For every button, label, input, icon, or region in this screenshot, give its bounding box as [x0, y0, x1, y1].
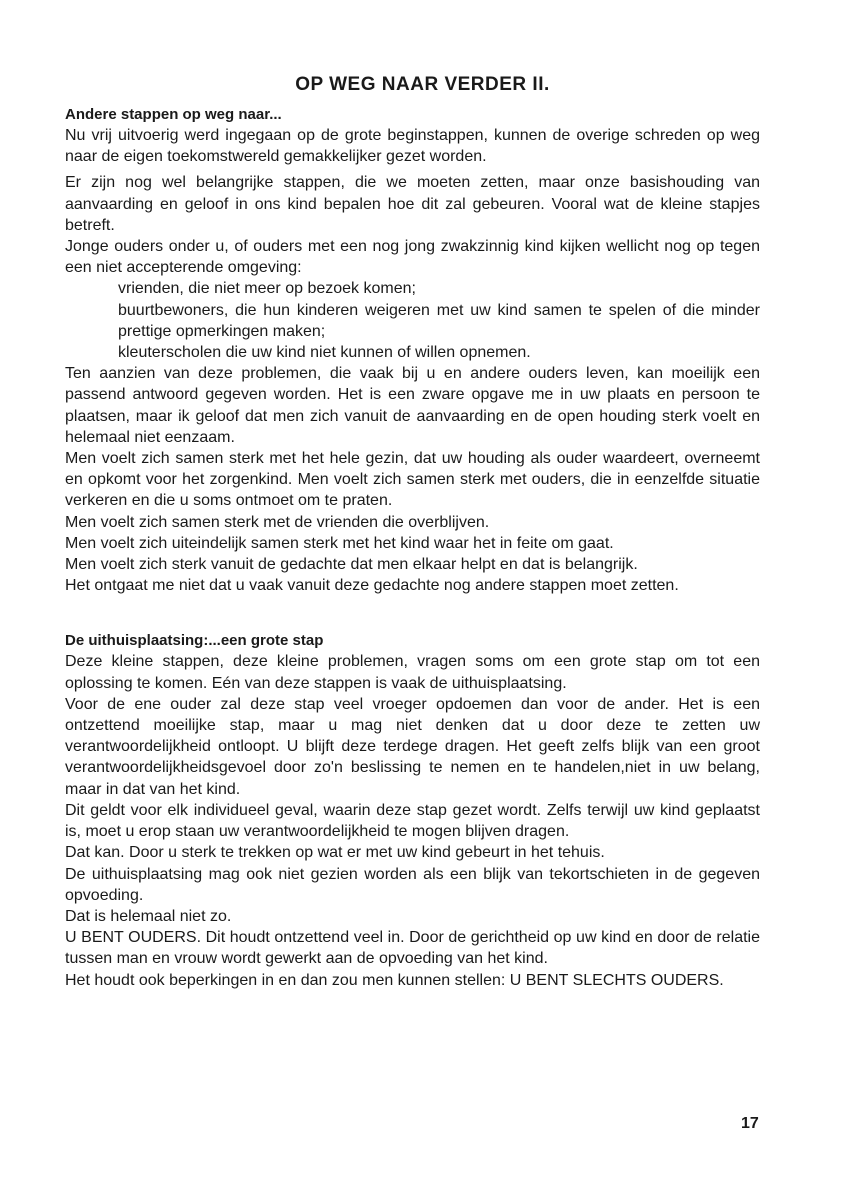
paragraph: Men voelt zich uiteindelijk samen sterk met het kind waar het in feite om gaat.: [65, 534, 614, 552]
page-title: OP WEG NAAR VERDER II.: [295, 74, 550, 95]
list-item: buurtbewoners, die hun kinderen weigeren met uw kind samen te spelen of die minder prettige opmerkingen maken;: [118, 301, 760, 340]
paragraph: U BENT OUDERS. Dit houdt ontzettend veel in. Door de gerichtheid op uw kind en door de relatie tussen man en vrouw wordt gewerkt aan de opvoeding van het kind.: [65, 929, 760, 968]
list-item: vrienden, die niet meer op bezoek komen;: [118, 280, 416, 298]
paragraph: Het ontgaat me niet dat u vaak vanuit deze gedachte nog andere stappen moet zetten.: [65, 577, 679, 595]
paragraph: Dat kan. Door u sterk te trekken op wat er met uw kind gebeurt in het tehuis.: [65, 844, 605, 862]
section-andere-stappen: [65, 104, 760, 596]
paragraph: Men voelt zich samen sterk met de vrienden die overblijven.: [65, 513, 490, 531]
section-heading: De uithuisplaatsing:...een grote stap: [65, 632, 324, 650]
paragraph: Dat is helemaal niet zo.: [65, 907, 232, 925]
paragraph: Het houdt ook beperkingen in en dan zou men kunnen stellen: U BENT SLECHTS OUDERS.: [65, 971, 724, 989]
paragraph: Voor de ene ouder zal deze stap veel vroeger opdoemen dan voor de ander. Het is een ontzettend moeilijke stap, maar u mag niet denken dat u door deze te zetten uw verantwoordelijkheid ontloopt. U blijft deze terdege dragen. Het geeft zelfs blijk van een groot verantwoordelijkheidsgevoel door zo'n beslissing te nemen en te handelen,niet in uw belang, maar in dat van het kind.: [65, 695, 760, 798]
paragraph: Men voelt zich samen sterk met het hele gezin, dat uw houding als ouder waardeert, overneemt en opkomt voor het zorgenkind. Men voelt zich samen sterk met ouders, die in eenzelfde situatie verkeren en die u soms ontmoet om te praten.: [65, 450, 760, 510]
paragraph: Deze kleine stappen, deze kleine problemen, vragen soms om een grote stap om tot een oplossing te komen. Eén van deze stappen is vaak de uithuisplaatsing.: [65, 653, 760, 692]
list-item: kleuterscholen die uw kind niet kunnen of willen opnemen.: [118, 344, 531, 362]
paragraph: Men voelt zich sterk vanuit de gedachte dat men elkaar helpt en dat is belangrijk.: [65, 556, 638, 574]
page-content: [65, 74, 760, 991]
paragraph: Ten aanzien van deze problemen, die vaak bij u en andere ouders leven, kan moeilijk een passend antwoord gegeven worden. Het is een zware opgave me in uw plaats en persoon te plaatsen, maar ik geloof dat men zich vanuit de aanvaarding en de open houding sterk voelt en helemaal niet eenzaam.: [65, 365, 760, 446]
page-number: 17: [741, 1115, 759, 1132]
paragraph: Nu vrij uitvoerig werd ingegaan op de grote beginstappen, kunnen de overige schreden op weg naar de eigen toekomstwereld gemakkelijker gezet worden.: [65, 127, 760, 166]
paragraph: Jonge ouders onder u, of ouders met een nog jong zwakzinnig kind kijken wellicht nog op tegen een niet accepterende omgeving:: [65, 238, 760, 277]
paragraph: Dit geldt voor elk individueel geval, waarin deze stap gezet wordt. Zelfs terwijl uw kind geplaatst is, moet u erop staan uw verantwoordelijkheid te mogen blijven dragen.: [65, 801, 760, 841]
paragraph: Er zijn nog wel belangrijke stappen, die we moeten zetten, maar onze basishouding van aanvaarding en geloof in ons kind bepalen hoe dit zal gebeuren. Vooral wat de kleine stapjes betreft.: [65, 174, 760, 234]
section-uithuisplaatsing: [65, 630, 760, 990]
section-heading: Andere stappen op weg naar...: [65, 106, 282, 123]
paragraph: De uithuisplaatsing mag ook niet gezien worden als een blijk van tekortschieten in de gegeven opvoeding.: [65, 865, 760, 904]
